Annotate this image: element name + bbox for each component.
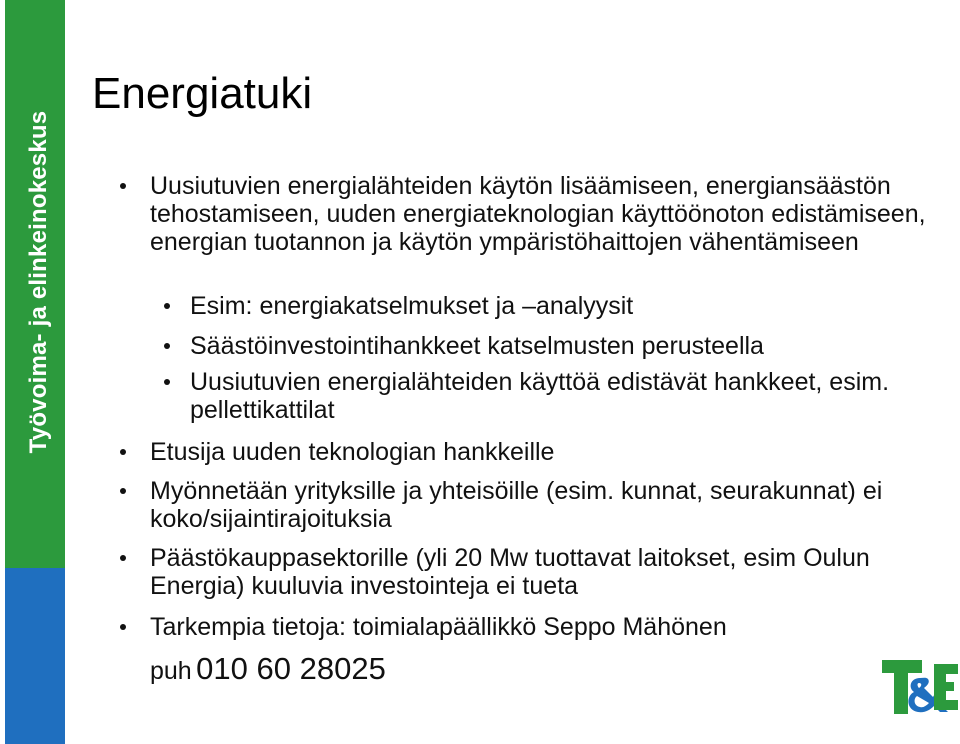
bullet-dot-icon bbox=[120, 624, 126, 630]
sub-bullet-item bbox=[190, 292, 930, 320]
bullet-text: Säästöinvestointihankkeet katselmusten perusteella bbox=[190, 332, 764, 360]
bullet-item bbox=[150, 438, 930, 466]
sidebar-blue-band bbox=[5, 568, 65, 744]
bullet-text: Esim: energiakatselmukset ja –analyysit bbox=[190, 292, 634, 320]
slide-title: Energiatuki bbox=[92, 69, 313, 118]
sub-bullet-item bbox=[190, 368, 930, 424]
bullet-item bbox=[150, 172, 930, 256]
bullet-item bbox=[150, 544, 930, 600]
sidebar-band bbox=[5, 0, 65, 744]
bullet-text: Etusija uuden teknologian hankkeille bbox=[150, 438, 555, 466]
sidebar-label: Työvoima- ja elinkeinokeskus bbox=[25, 110, 52, 454]
bullet-dot-icon bbox=[120, 555, 126, 561]
bullet-dot-icon bbox=[164, 303, 170, 309]
bullet-dot-icon bbox=[120, 183, 126, 189]
bullet-item bbox=[150, 477, 930, 533]
bullet-dot-icon bbox=[164, 343, 170, 349]
phone-prefix: puh bbox=[150, 657, 192, 685]
bullet-dot-icon bbox=[164, 379, 170, 385]
bullet-item bbox=[150, 613, 930, 641]
bullet-dot-icon bbox=[120, 449, 126, 455]
bullet-text: Tarkempia tietoja: toimialapäällikkö Seppo Mähönen bbox=[150, 613, 727, 641]
bullet-text: Uusiutuvien energialähteiden käyttöä edistävät hankkeet, esim. pellettikattilat bbox=[190, 368, 890, 424]
bullet-dot-icon bbox=[120, 488, 126, 494]
phone-number: 010 60 28025 bbox=[196, 651, 386, 686]
phone-line bbox=[150, 651, 386, 687]
bullet-text: Myönnetään yrityksille ja yhteisöille (esim. kunnat, seurakunnat) ei koko/sijaintirajoituksia bbox=[150, 477, 883, 533]
te-logo-icon bbox=[880, 658, 958, 716]
bullet-text: Päästökauppasektorille (yli 20 Mw tuottavat laitokset, esim Oulun Energia) kuuluvia investointeja ei tueta bbox=[150, 544, 870, 600]
sub-bullet-item bbox=[190, 332, 930, 360]
bullet-text: Uusiutuvien energialähteiden käytön lisäämiseen, energiansäästön tehostamiseen, uuden energiateknologian käyttöönoton edistämiseen, energian tuotannon ja käytön ympäristöhaittojen vähentämiseen bbox=[150, 172, 926, 256]
